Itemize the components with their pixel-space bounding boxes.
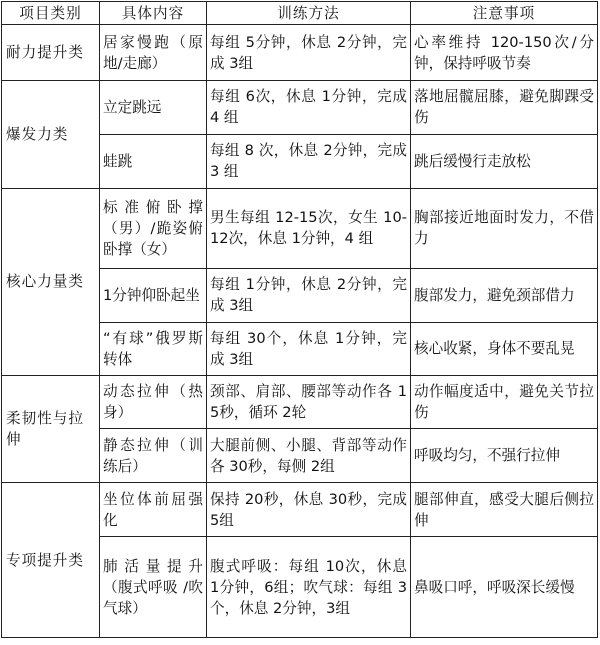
- method-cell: 每组 8 次，休息 2分钟，完成 3 组: [207, 134, 411, 188]
- table-row: [2, 375, 598, 429]
- header-row: [2, 2, 598, 25]
- note-cell: 腹部发力，避免颈部借力: [411, 268, 598, 322]
- note-cell: 心率维持 120-150次/分钟，保持呼吸节奏: [411, 25, 598, 81]
- category-cell: 爆发力类: [2, 81, 100, 189]
- category-cell: 专项提升类: [2, 483, 100, 638]
- category-cell: 核心力量类: [2, 188, 100, 375]
- method-cell: 每组 30个，休息 1分钟，完成 3组: [207, 322, 411, 375]
- content-cell: 居家慢跑（原地/走廊）: [100, 25, 207, 81]
- content-cell: 坐位体前屈强化: [100, 483, 207, 537]
- header-note: 注意事项: [411, 2, 598, 25]
- content-cell: 立定跳远: [100, 81, 207, 135]
- note-cell: 核心收紧，身体不要乱晃: [411, 322, 598, 375]
- header-method: 训练方法: [207, 2, 411, 25]
- category-cell: 柔韧性与拉伸: [2, 375, 100, 483]
- note-cell: 跳后缓慢行走放松: [411, 134, 598, 188]
- table-row: [2, 25, 598, 81]
- note-cell: 鼻吸口呼，呼吸深长缓慢: [411, 537, 598, 638]
- content-cell: 动态拉伸（热身）: [100, 375, 207, 429]
- content-cell: 蛙跳: [100, 134, 207, 188]
- method-cell: 腹式呼吸：每组 10次，休息 1分钟，6组；吹气球：每组 3个，休息 2分钟，3组: [207, 537, 411, 638]
- method-cell: 男生每组 12-15次，女生 10-12次，休息 1分钟，4 组: [207, 188, 411, 268]
- note-cell: 呼吸均匀，不强行拉伸: [411, 429, 598, 483]
- note-cell: 腿部伸直，感受大腿后侧拉伸: [411, 483, 598, 537]
- method-cell: 每组 1分钟，休息 2分钟，完成 3组: [207, 268, 411, 322]
- method-cell: 大腿前侧、小腿、背部等动作各 30秒，每侧 2组: [207, 429, 411, 483]
- category-cell: 耐力提升类: [2, 25, 100, 81]
- training-plan-table: [1, 1, 598, 638]
- content-cell: 肺活量提升（腹式呼吸 /吹气球）: [100, 537, 207, 638]
- method-cell: 保持 20秒，休息 30秒，完成 5组: [207, 483, 411, 537]
- note-cell: 落地屈髋屈膝，避免脚踝受伤: [411, 81, 598, 135]
- header-content: 具体内容: [100, 2, 207, 25]
- table-row: [2, 483, 598, 537]
- table-row: [2, 81, 598, 135]
- content-cell: 标准俯卧撑（男）/跪姿俯卧撑（女）: [100, 188, 207, 268]
- content-cell: “有球”俄罗斯转体: [100, 322, 207, 375]
- note-cell: 动作幅度适中，避免关节拉伤: [411, 375, 598, 429]
- content-cell: 1分钟仰卧起坐: [100, 268, 207, 322]
- method-cell: 颈部、肩部、腰部等动作各 15秒，循环 2轮: [207, 375, 411, 429]
- table-row: [2, 188, 598, 268]
- method-cell: 每组 5分钟，休息 2分钟，完成 3组: [207, 25, 411, 81]
- note-cell: 胸部接近地面时发力，不借力: [411, 188, 598, 268]
- header-category: 项目类别: [2, 2, 100, 25]
- method-cell: 每组 6次，休息 1分钟，完成 4 组: [207, 81, 411, 135]
- content-cell: 静态拉伸（训练后）: [100, 429, 207, 483]
